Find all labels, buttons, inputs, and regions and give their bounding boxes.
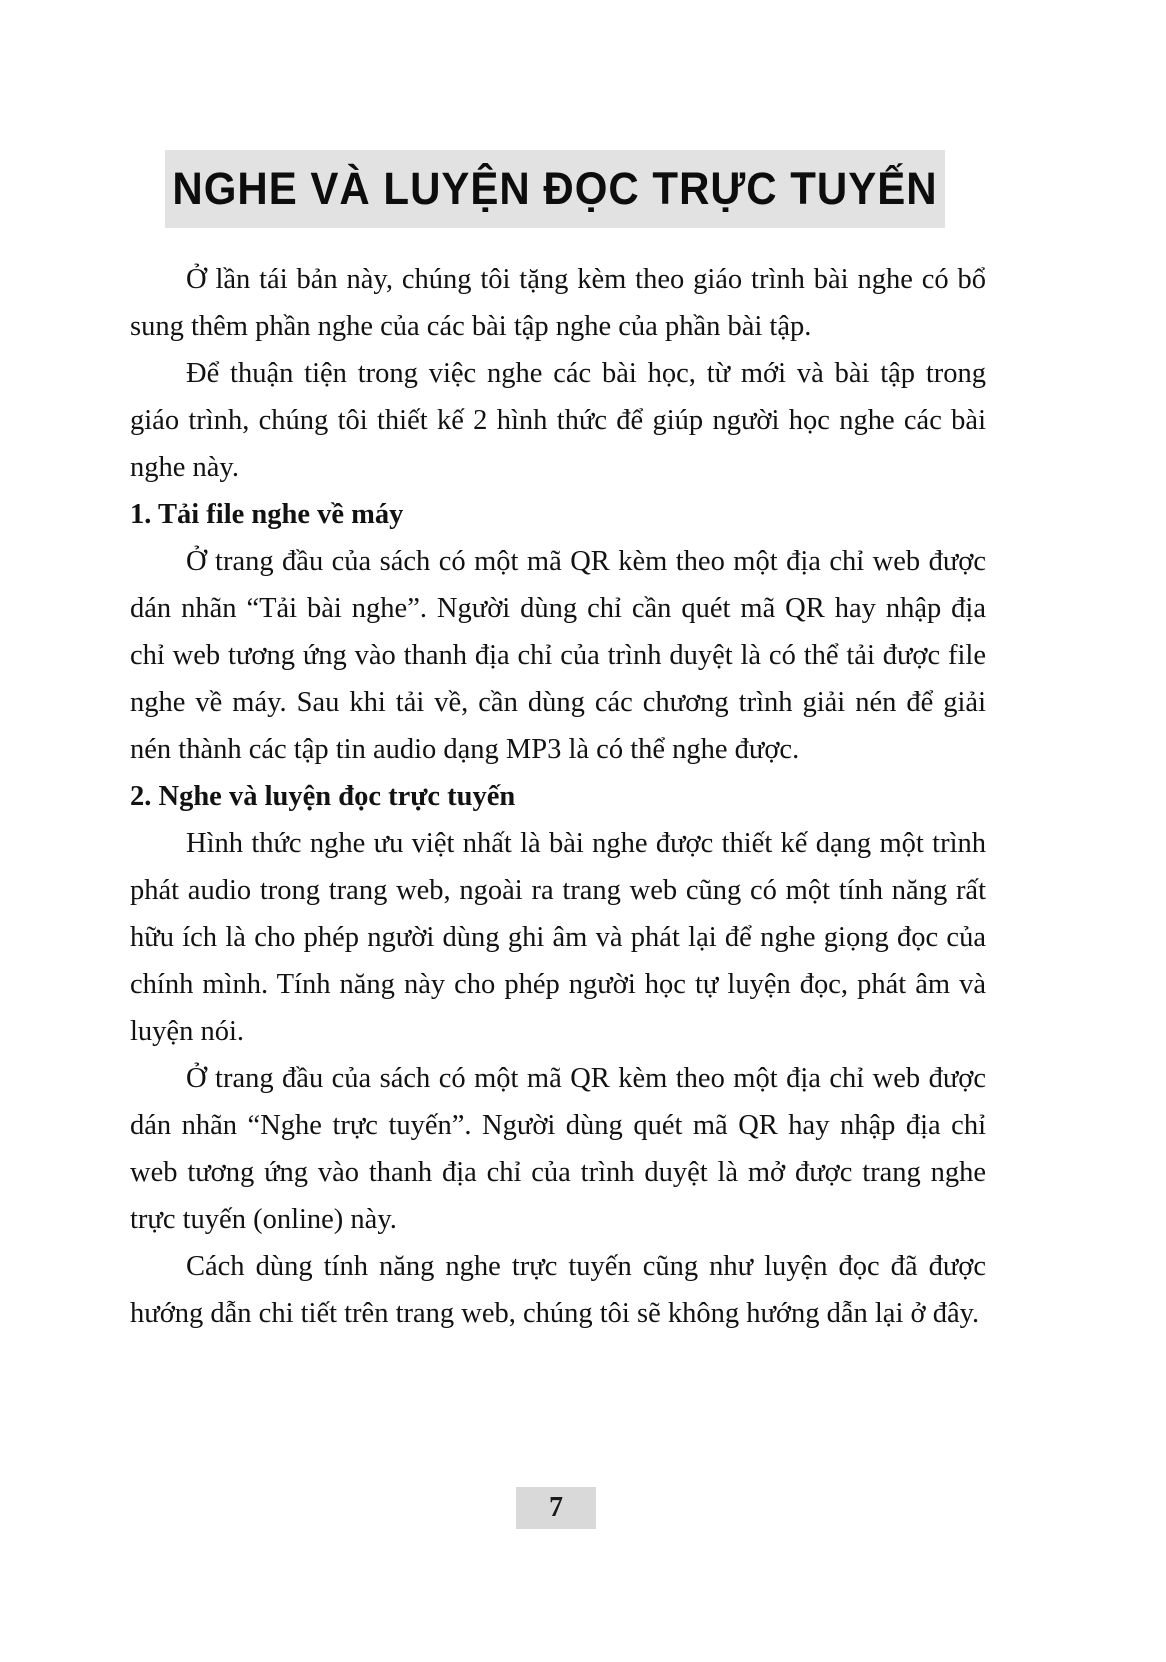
page-number: 7 [549, 1492, 563, 1523]
section-heading-2: 2. Nghe và luyện đọc trực tuyến [130, 781, 516, 812]
page-title: NGHE VÀ LUYỆN ĐỌC TRỰC TUYẾN [172, 163, 938, 214]
page-number-box [516, 1487, 596, 1529]
paragraph-5: Ở trang đầu của sách có một mã QR kèm theo một địa chỉ web được dán nhãn “Nghe trực tuyến”. Người dùng quét mã QR hay nhập địa chỉ web tương ứng vào thanh địa chỉ của trình duyệt là mở được trang nghe trực tuyến (online) này. [130, 1063, 986, 1235]
paragraph-6: Cách dùng tính năng nghe trực tuyến cũng như luyện đọc đã được hướng dẫn chi tiết trên trang web, chúng tôi sẽ không hướng dẫn lại ở đây. [130, 1251, 986, 1329]
chapter-title-banner [165, 150, 945, 228]
paragraph-1: Ở lần tái bản này, chúng tôi tặng kèm theo giáo trình bài nghe có bổ sung thêm phần nghe của các bài tập nghe của phần bài tập. [130, 264, 986, 342]
body-text [130, 256, 986, 1337]
section-heading-1: 1. Tải file nghe về máy [130, 499, 404, 530]
paragraph-4: Hình thức nghe ưu việt nhất là bài nghe được thiết kế dạng một trình phát audio trong trang web, ngoài ra trang web cũng có một tính năng rất hữu ích là cho phép người dùng ghi âm và phát lại để nghe giọng đọc của chính mình. Tính năng này cho phép người học tự luyện đọc, phát âm và luyện nói. [130, 828, 986, 1047]
paragraph-2: Để thuận tiện trong việc nghe các bài học, từ mới và bài tập trong giáo trình, chúng tôi thiết kế 2 hình thức để giúp người học nghe các bài nghe này. [130, 358, 986, 483]
paragraph-3: Ở trang đầu của sách có một mã QR kèm theo một địa chỉ web được dán nhãn “Tải bài nghe”. Người dùng chỉ cần quét mã QR hay nhập địa chỉ web tương ứng vào thanh địa chỉ của trình duyệt là có thể tải được file nghe về máy. Sau khi tải về, cần dùng các chương trình giải nén để giải nén thành các tập tin audio dạng MP3 là có thể nghe được. [130, 546, 986, 765]
